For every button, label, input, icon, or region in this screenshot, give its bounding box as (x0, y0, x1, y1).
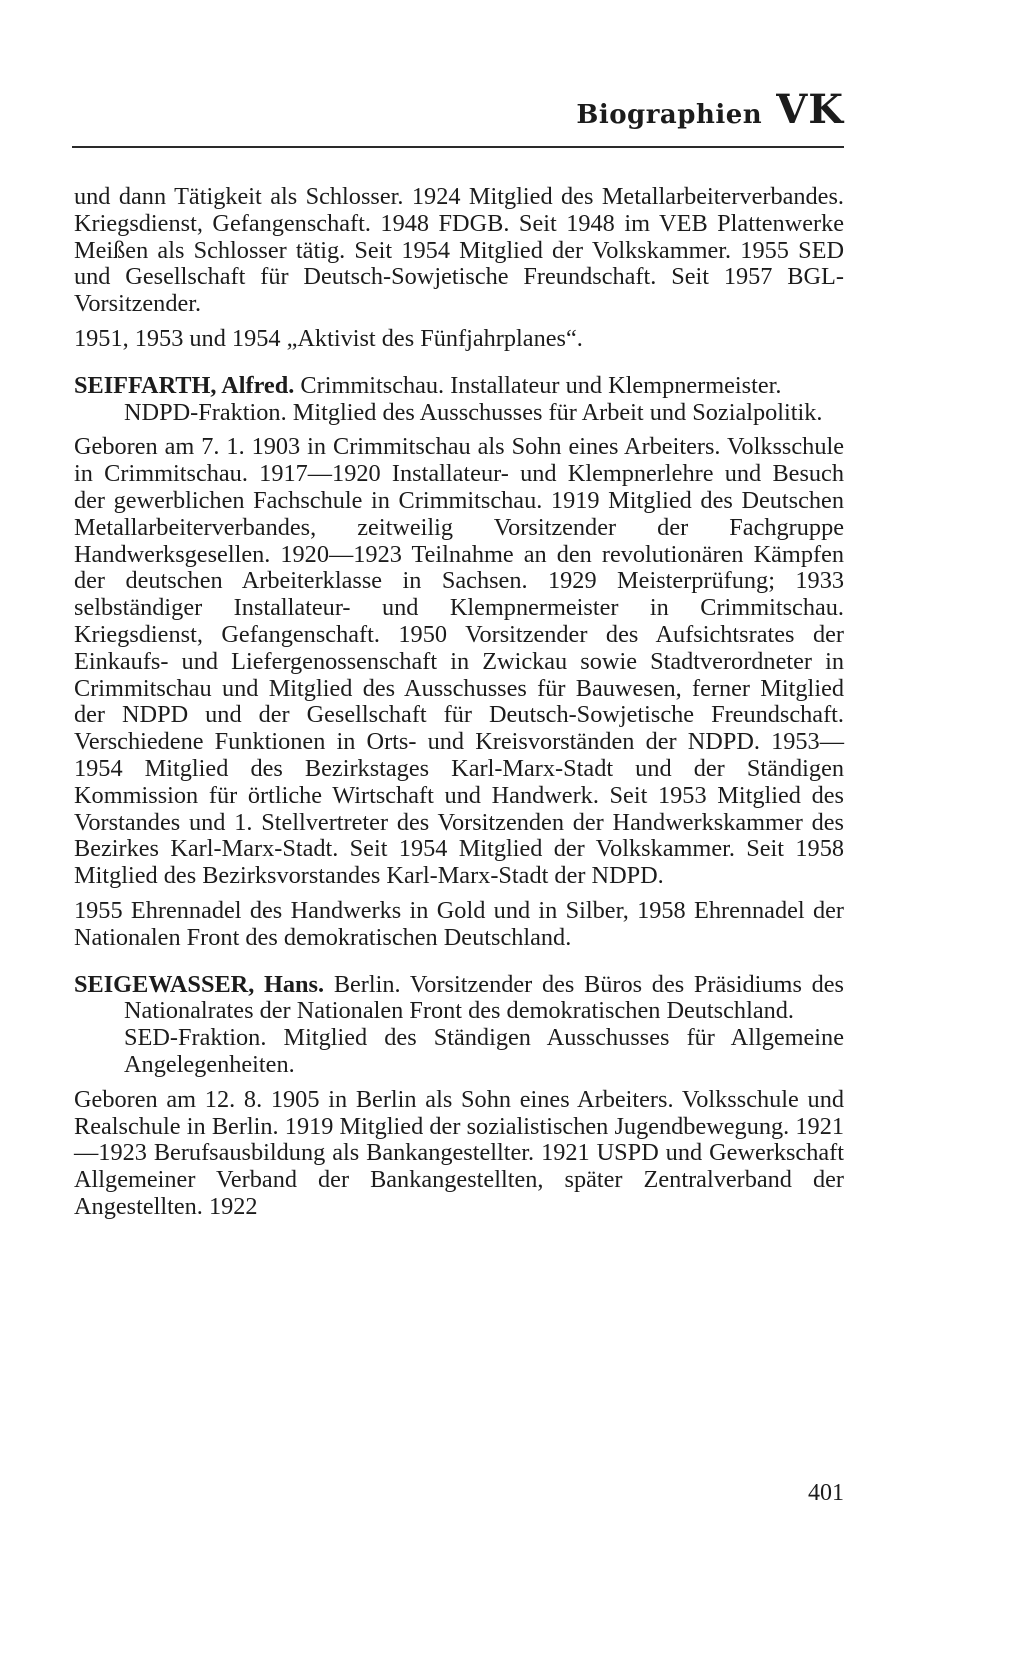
entry-biography: Geboren am 12. 8. 1905 in Berlin als Sohn eines Arbeiters. Volksschule und Realschule in Berlin. 1919 Mitglied der sozialistischen Jugendbewegung. 1921—1923 Berufsausbildung als Bankangestellter. 1921 USPD und Gewerkschaft Allgemeiner Verband der Bankangestellten, später Zentralverband der Angestellten. 1922 (74, 1085, 844, 1220)
entry-occupation: Crimmitschau. Installateur und Klempnermeister. (300, 371, 782, 399)
entry-headline (74, 972, 844, 1026)
entry-faction: SED-Fraktion. Mitglied des Ständigen Ausschusses für Allgemeine Angelegenheiten. (124, 1024, 844, 1078)
header-section-title: Biographien (576, 100, 763, 130)
entry-honors: 1955 Ehrennadel des Handwerks in Gold und in Silber, 1958 Ehrennadel der Nationalen Front des demokratischen Deutschland. (74, 896, 844, 951)
header-title (576, 86, 844, 133)
header-section-code: VK (776, 86, 844, 133)
biography-entry-seigewasser (74, 972, 844, 1221)
biography-entry-seiffarth (74, 373, 844, 952)
entry-name: SEIGEWASSER, Hans. (74, 970, 325, 998)
entry-biography: Geboren am 7. 1. 1903 in Crimmitschau als Sohn eines Arbeiters. Volksschule in Crimmitschau. 1917—1920 Installateur- und Klempnerlehre und Besuch der gewerblichen Fachschule in Crimmitschau. 1919 Mitglied des Deutschen Metallarbeiterverbandes, zeitweilig Vorsitzender der Fachgruppe Handwerksgesellen. 1920—1923 Teilnahme an den revolutionären Kämpfen der deutschen Arbeiterklasse in Sachsen. 1929 Meisterprüfung; 1933 selbständiger Installateur- und Klempnermeister in Crimmitschau. Kriegsdienst, Gefangenschaft. 1950 Vorsitzender des Aufsichtsrates der Einkaufs- und Liefergenossenschaft in Zwickau sowie Stadtverordneter in Crimmitschau und Mitglied des Ausschusses für Bauwesen, ferner Mitglied der NDPD und der Gesellschaft für Deutsch-Sowjetische Freundschaft. Verschiedene Funktionen in Orts- und Kreisvorständen der NDPD. 1953—1954 Mitglied des Bezirkstages Karl-Marx-Stadt und der Ständigen Kommission für örtliche Wirtschaft und Handwerk. Seit 1953 Mitglied des Vorstandes und 1. Stellvertreter des Vorsitzenden der Handwerkskammer des Bezirkes Karl-Marx-Stadt. Seit 1954 Mitglied der Volkskammer. Seit 1958 Mitglied des Bezirksvorstandes Karl-Marx-Stadt der NDPD. (74, 433, 844, 890)
page-body (74, 184, 844, 1221)
continuation-paragraph: und dann Tätigkeit als Schlosser. 1924 Mitglied des Metallarbeiterverbandes. Kriegsdienst, Gefangenschaft. 1948 FDGB. Seit 1948 im VEB Plattenwerke Meißen als Schlosser tätig. Seit 1954 Mitglied der Volkskammer. 1955 SED und Gesellschaft für Deutsch-Sowjetische Freundschaft. Seit 1957 BGL-Vorsitzender. (74, 183, 844, 318)
continuation-honors: 1951, 1953 und 1954 „Aktivist des Fünfjahrplanes“. (74, 324, 583, 352)
entry-headline (74, 373, 844, 400)
running-header (72, 84, 844, 148)
page-number: 401 (808, 1480, 844, 1506)
entry-name: SEIFFARTH, Alfred. (74, 371, 295, 399)
entry-faction: NDPD-Fraktion. Mitglied des Ausschusses für Arbeit und Sozialpolitik. (124, 398, 823, 426)
entry-occupation: Berlin. Vorsitzender des Büros des Präsidiums des Nationalrates der Nationalen Front des demokratischen Deutschland. (124, 970, 845, 1025)
